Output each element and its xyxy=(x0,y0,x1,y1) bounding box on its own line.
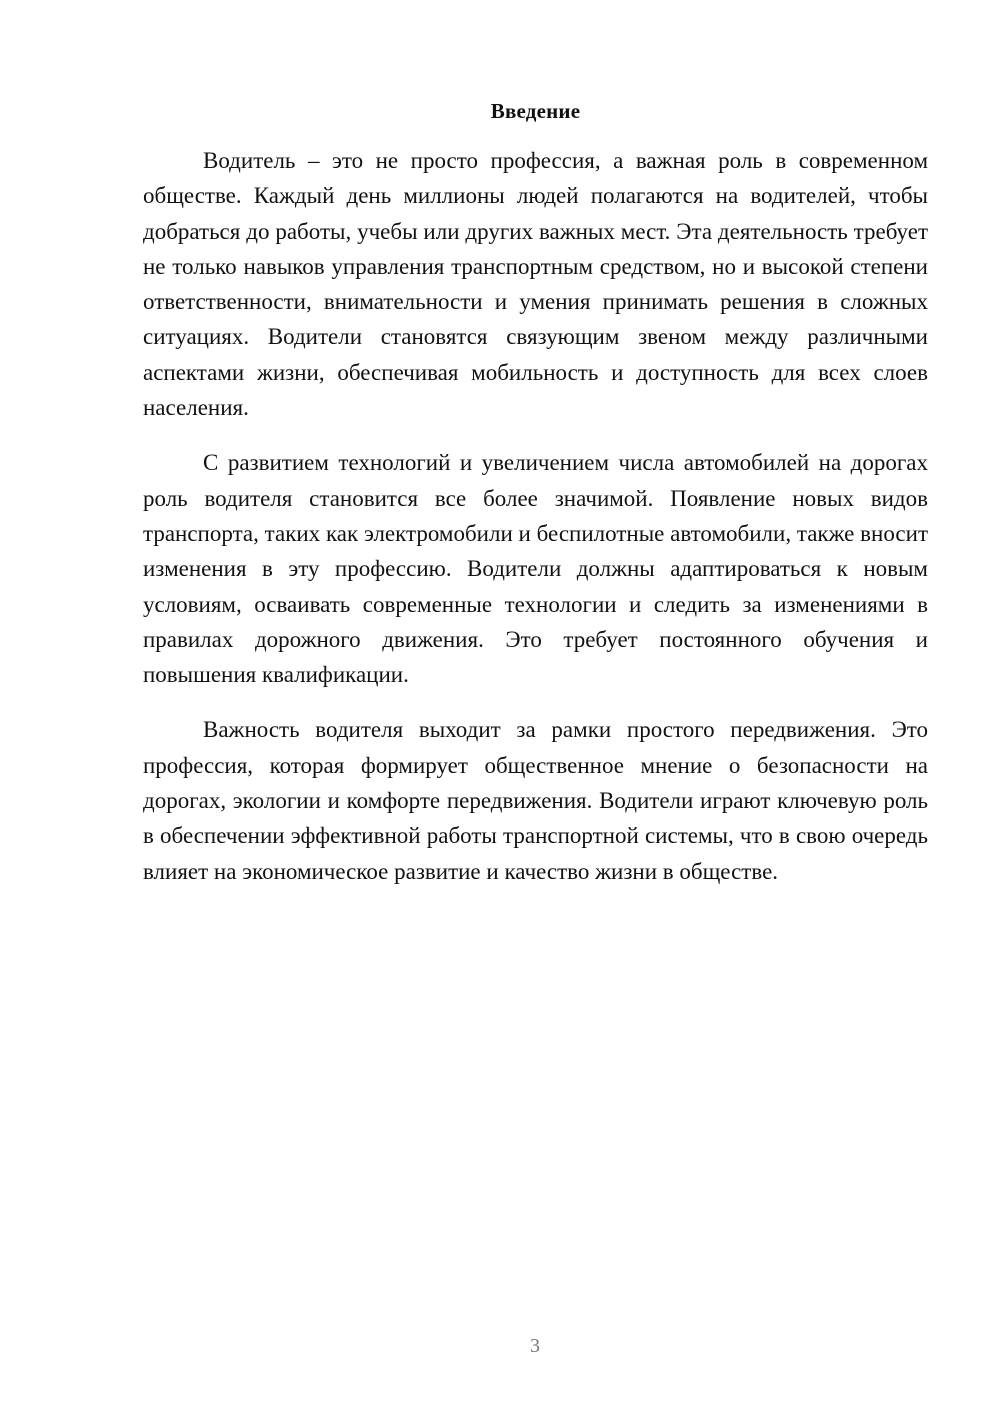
page-content xyxy=(143,96,928,909)
paragraph-2: С развитием технологий и увеличением числа автомобилей на дорогах роль водителя становится все более значимой. Появление новых видов транспорта, таких как электромобили и беспилотные автомобили, также вносит изменения в эту профессию. Водители должны адаптироваться к новым условиям, осваивать современные технологии и следить за изменениями в правилах дорожного движения. Это требует постоянного обучения и повышения квалификации. xyxy=(143,450,928,688)
page-title: Введение xyxy=(490,99,581,123)
paragraph-1: Водитель – это не просто профессия, а важная роль в современном обществе. Каждый день миллионы людей полагаются на водителей, чтобы добраться до работы, учебы или других важных мест. Эта деятельность требует не только навыков управления транспортным средством, но и высокой степени ответственности, внимательности и умения принимать решения в сложных ситуациях. Водители становятся связующим звеном между различными аспектами жизни, обеспечивая мобильность и доступность для всех слоев населения. xyxy=(143,148,928,421)
paragraph-3: Важность водителя выходит за рамки простого передвижения. Это профессия, которая формирует общественное мнение о безопасности на дорогах, экологии и комфорте передвижения. Водители играют ключевую роль в обеспечении эффективной работы транспортной системы, что в свою очередь влияет на экономическое развитие и качество жизни в обществе. xyxy=(143,717,928,884)
page-number: 3 xyxy=(530,1335,540,1357)
